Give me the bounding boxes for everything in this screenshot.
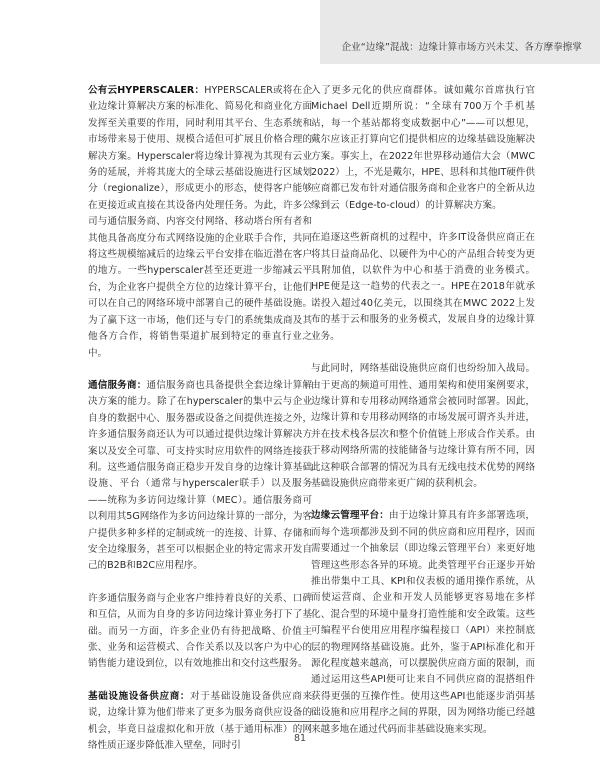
lead-in-infrastructure: 基础设施设备供应商：	[88, 690, 191, 702]
paragraph-telecom-relations	[88, 591, 312, 673]
paragraph-text: HYPERSCALER或将在企业边缘计算解决方案的标准化、简易化和商业化方面发挥至关重要的作用，同时利用其平台、生态系统和市场带来易于使用、规模合适但可扩展且价格合理的解决方案。Hyperscaler将边缘计算视为其现有云业务的延展，并将其庞大的全球云基础设施进行区域划分（regionalize），形成更小的形态，使得客户能够在更接近或直接在其设备内处理任务。为此，许多公司与通信服务商、内容交付网络、移动塔台所有者和其他具备高度分布式网络设施的企业联手合作，共同将这些规模缩减后的边缘云平台安排在临近潜在客户的地方。一些hyperscaler甚至还更进一步缩减云平台，为企业客户提供全方位的边缘计算平台，让他们可以在自己的网络环境中部署自己的硬件基础设施。为了赢下这一市场，他们还与专门的系统集成商及其他各方合作，将销售渠道扩展到特定的垂直行业之中。	[88, 85, 312, 359]
paragraph-edge-cloud-management	[311, 508, 535, 738]
paragraph-text: 对于基础设施设备供应商来说，边缘计算为他们带来了更多为服务商供应设备的机会，毕竟日益虚拟化和开放（基于通用标准）的网络性质正逐步降低准入壁垒，同时引	[88, 690, 313, 752]
paragraph-it-vendors	[311, 230, 535, 345]
paragraph-network-vendors	[311, 361, 535, 492]
paragraph-text: 由于边缘计算具有许多部署选项，而每个选项都涉及到不同的供应商和应用程序，因而需要通过一个抽象层（即边缘云管理平台）来更好地管理这些形态各异的环境。此类管理平台正逐步开始推出带集中工具、KPI和仪表板的通用操作系统，从而使运营商、企业和开发人员能够更容易地在多样化、混合型的环境中量身打造性能和安全政策。这些可编程平台使用应用程序编程接口（API）来控制底层的物理网络基础设施。此外，鉴于API标准化和开源化程度越来越高，可以摆脱供应商方面的限制，而通过运用这些API便可让来自不同供应商的混搭组件获得更强的互操作性。使用这些API也能逐步消弭基础设施和应用程序之间的界限，因为网络功能已经越来越多地在通过代码而非基础设施来实现。	[311, 510, 535, 735]
lead-in-telecom: 通信服务商：	[88, 379, 147, 391]
paragraph-telecom	[88, 378, 312, 575]
page-number: 81	[293, 733, 307, 744]
footer-divider	[260, 721, 340, 722]
left-column	[88, 83, 312, 770]
paragraph-dell-continuation	[311, 83, 535, 214]
paragraph-hyperscaler	[88, 83, 312, 362]
lead-in-edge-cloud-management: 边缘云管理平台：	[311, 510, 389, 522]
paragraph-text: 通信服务商也具备提供全套边缘计算解决方案的能力。除了在hyperscaler的集中云与企业自身的数据中心、服务器或设备之间提供连接之外，许多通信服务商还认为可以通过提供边缘计算解决方案以及安全可靠、可支持实时应用软件的网络连接获利。这些通信服务商正稳步开发自身的边缘计算基础设施、平台（通常与hyperscaler联手）以及服务——统称为多访问边缘计算（MEC）。通信服务商可以利用其5G网络作为多访问边缘计算的一部分，为客户提供多种多样的定制或统一的连接、计算、存储和安全边缘服务，甚至可以根据企业的特定需求开发自己的B2B和B2C应用程序。	[88, 379, 313, 572]
header-bar	[320, 0, 600, 64]
paragraph-text: 在追逐这些新商机的过程中，许多IT设备供应商正在将其日益商品化、以硬件为中心的产品组合转变为更具附加值，以软件为中心和基于消费的业务模式。HPE便是这一趋势的代表之一。HPE在2018年就承诺投入超过40亿美元，以围绕其在MWC 2022上发布的基于云和服务的业务模式，发展自身的边缘计算业务。	[311, 232, 535, 342]
running-header-title: 企业“边缘”混战：边缘计算市场方兴未艾、各方摩拳擦掌	[341, 42, 582, 53]
paragraph-text: 许多通信服务商与企业客户维持着良好的关系、口碑和互信，从而为自身的多访问边缘计算业务打下了基础。而另一方面，许多企业仍有待把战略、价值主张、业务和运营模式、合作关系以及以客户为中心的销售能力建设到位，以有效地推出和交付这些服务。	[88, 592, 312, 670]
right-column	[311, 83, 535, 754]
lead-in-hyperscaler: 公有云HYPERSCALER：	[88, 85, 205, 96]
paragraph-text: 入了更多元化的供应商群体。诚如戴尔首席执行官Michael Dell近期所说：“全球有700万个手机基站，每一个基站都将变成数据中心”——可以想见，戴尔应该正打算向它们提供相应的边缘基础设施解决方案。事实上，在2022年世界移动通信大会（MWC 2022）上，不光是戴尔，HPE、思科和其他IT硬件供应商都已发布针对通信服务商和企业客户的全新从边缘到云（Edge-to-cloud）的计算解决方案。	[311, 85, 535, 211]
paragraph-text: 与此同时，网络基础设施供应商们也纷纷加入战局。由于更高的频道可用性、通用架构和使用案例要求，边缘计算和专用移动网络通常会被同时部署。因此，边缘计算和专用移动网络的市场发展可谓齐头并进，并在技术栈各层次和整个价值链上形成合作关系。由于移动网络所需的技能储备与边缘计算有所不同，因此这种联合部署的情况为具有无线电技术优势的网络基础设施供应商带来更广阔的获利机会。	[311, 363, 535, 489]
